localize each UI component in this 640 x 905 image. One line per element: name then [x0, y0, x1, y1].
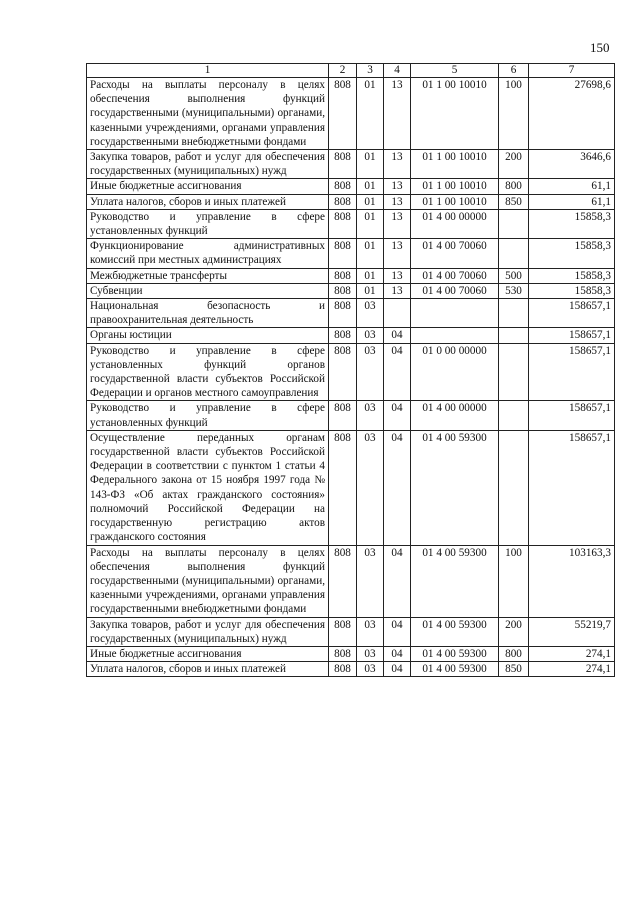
table-row [87, 617, 615, 646]
expense-type-cell [499, 430, 529, 545]
target-article-cell: 01 4 00 59300 [411, 662, 499, 677]
ved-code-cell: 808 [329, 179, 357, 194]
table-row [87, 401, 615, 430]
expense-type-cell [499, 343, 529, 401]
row-name-cell: Органы юстиции [87, 328, 329, 343]
amount-cell: 55219,7 [529, 617, 615, 646]
section-code-cell: 03 [357, 328, 384, 343]
amount-cell: 15858,3 [529, 209, 615, 238]
ved-code-cell: 808 [329, 194, 357, 209]
table-row [87, 430, 615, 545]
target-article-cell: 01 0 00 00000 [411, 343, 499, 401]
row-name-cell: Национальная безопасность и правоохранительная деятельность [87, 299, 329, 328]
ved-code-cell: 808 [329, 78, 357, 150]
row-name-cell: Расходы на выплаты персоналу в целях обеспечения выполнения функций государственными (муниципальными) органами, казенными учреждениями, органами управления государственными внебюджетными фондами [87, 545, 329, 617]
column-header: 6 [499, 64, 529, 78]
expense-type-cell: 850 [499, 194, 529, 209]
subsection-code-cell: 04 [384, 401, 411, 430]
amount-cell: 158657,1 [529, 401, 615, 430]
expense-type-cell: 500 [499, 268, 529, 283]
column-header: 1 [87, 64, 329, 78]
amount-cell: 15858,3 [529, 283, 615, 298]
table-row [87, 179, 615, 194]
row-name-cell: Межбюджетные трансферты [87, 268, 329, 283]
column-header: 3 [357, 64, 384, 78]
ved-code-cell: 808 [329, 430, 357, 545]
expense-type-cell: 100 [499, 545, 529, 617]
ved-code-cell: 808 [329, 343, 357, 401]
expense-type-cell [499, 401, 529, 430]
amount-cell: 103163,3 [529, 545, 615, 617]
target-article-cell [411, 299, 499, 328]
ved-code-cell: 808 [329, 646, 357, 661]
ved-code-cell: 808 [329, 268, 357, 283]
column-header: 4 [384, 64, 411, 78]
section-code-cell: 03 [357, 343, 384, 401]
target-article-cell [411, 328, 499, 343]
target-article-cell: 01 4 00 00000 [411, 401, 499, 430]
section-code-cell: 01 [357, 209, 384, 238]
ved-code-cell: 808 [329, 662, 357, 677]
row-name-cell: Осуществление переданных органам государственной власти субъектов Российской Федерации в соответствии с пунктом 1 статьи 4 Федерального закона от 15 ноября 1997 года № 143-ФЗ «Об актах гражданского состояния» полномочий Российской Федерации на государственную регистрацию актов гражданского состояния [87, 430, 329, 545]
subsection-code-cell: 13 [384, 194, 411, 209]
section-code-cell: 01 [357, 150, 384, 179]
ved-code-cell: 808 [329, 617, 357, 646]
amount-cell: 27698,6 [529, 78, 615, 150]
subsection-code-cell: 13 [384, 150, 411, 179]
target-article-cell: 01 4 00 59300 [411, 430, 499, 545]
section-code-cell: 03 [357, 646, 384, 661]
table-row [87, 268, 615, 283]
table-row [87, 328, 615, 343]
row-name-cell: Закупка товаров, работ и услуг для обеспечения государственных (муниципальных) нужд [87, 617, 329, 646]
target-article-cell: 01 4 00 70060 [411, 283, 499, 298]
column-header: 5 [411, 64, 499, 78]
table-row [87, 150, 615, 179]
ved-code-cell: 808 [329, 401, 357, 430]
row-name-cell: Руководство и управление в сфере установленных функций [87, 401, 329, 430]
table-row [87, 646, 615, 661]
amount-cell: 274,1 [529, 662, 615, 677]
section-code-cell: 01 [357, 179, 384, 194]
row-name-cell: Уплата налогов, сборов и иных платежей [87, 662, 329, 677]
ved-code-cell: 808 [329, 209, 357, 238]
section-code-cell: 01 [357, 239, 384, 268]
row-name-cell: Руководство и управление в сфере установленных функций [87, 209, 329, 238]
table-row [87, 545, 615, 617]
row-name-cell: Иные бюджетные ассигнования [87, 179, 329, 194]
subsection-code-cell: 13 [384, 179, 411, 194]
column-header: 7 [529, 64, 615, 78]
amount-cell: 61,1 [529, 194, 615, 209]
ved-code-cell: 808 [329, 150, 357, 179]
subsection-code-cell: 04 [384, 343, 411, 401]
section-code-cell: 03 [357, 617, 384, 646]
expense-type-cell [499, 239, 529, 268]
expense-type-cell: 200 [499, 150, 529, 179]
subsection-code-cell: 13 [384, 209, 411, 238]
amount-cell: 274,1 [529, 646, 615, 661]
section-code-cell: 01 [357, 78, 384, 150]
subsection-code-cell: 04 [384, 617, 411, 646]
section-code-cell: 01 [357, 194, 384, 209]
subsection-code-cell: 04 [384, 662, 411, 677]
row-name-cell: Руководство и управление в сфере установленных функций органов государственной власти субъектов Российской Федерации и органов местного самоуправления [87, 343, 329, 401]
expense-type-cell: 850 [499, 662, 529, 677]
expense-type-cell: 200 [499, 617, 529, 646]
ved-code-cell: 808 [329, 283, 357, 298]
amount-cell: 158657,1 [529, 328, 615, 343]
target-article-cell: 01 4 00 70060 [411, 268, 499, 283]
target-article-cell: 01 4 00 59300 [411, 545, 499, 617]
target-article-cell: 01 1 00 10010 [411, 78, 499, 150]
table-row [87, 299, 615, 328]
ved-code-cell: 808 [329, 239, 357, 268]
subsection-code-cell: 13 [384, 78, 411, 150]
section-code-cell: 03 [357, 299, 384, 328]
budget-table [86, 63, 615, 677]
table-row [87, 209, 615, 238]
section-code-cell: 03 [357, 401, 384, 430]
amount-cell: 158657,1 [529, 299, 615, 328]
target-article-cell: 01 4 00 59300 [411, 646, 499, 661]
target-article-cell: 01 1 00 10010 [411, 194, 499, 209]
row-name-cell: Субвенции [87, 283, 329, 298]
subsection-code-cell: 04 [384, 430, 411, 545]
row-name-cell: Расходы на выплаты персоналу в целях обеспечения выполнения функций государственными (муниципальными) органами, казенными учреждениями, органами управления государственными внебюджетными фондами [87, 78, 329, 150]
subsection-code-cell: 04 [384, 545, 411, 617]
table-row [87, 662, 615, 677]
subsection-code-cell: 13 [384, 239, 411, 268]
subsection-code-cell: 04 [384, 646, 411, 661]
table-row [87, 239, 615, 268]
amount-cell: 15858,3 [529, 239, 615, 268]
expense-type-cell: 100 [499, 78, 529, 150]
target-article-cell: 01 4 00 70060 [411, 239, 499, 268]
section-code-cell: 03 [357, 430, 384, 545]
table-row [87, 283, 615, 298]
row-name-cell: Уплата налогов, сборов и иных платежей [87, 194, 329, 209]
page-number: 150 [590, 40, 610, 55]
section-code-cell: 03 [357, 662, 384, 677]
expense-type-cell: 800 [499, 179, 529, 194]
ved-code-cell: 808 [329, 328, 357, 343]
expense-type-cell: 530 [499, 283, 529, 298]
table-row [87, 78, 615, 150]
amount-cell: 158657,1 [529, 430, 615, 545]
amount-cell: 158657,1 [529, 343, 615, 401]
header-row [87, 64, 615, 78]
table-row [87, 194, 615, 209]
row-name-cell: Закупка товаров, работ и услуг для обеспечения государственных (муниципальных) нужд [87, 150, 329, 179]
subsection-code-cell: 13 [384, 268, 411, 283]
amount-cell: 3646,6 [529, 150, 615, 179]
target-article-cell: 01 1 00 10010 [411, 179, 499, 194]
row-name-cell: Иные бюджетные ассигнования [87, 646, 329, 661]
target-article-cell: 01 1 00 10010 [411, 150, 499, 179]
ved-code-cell: 808 [329, 299, 357, 328]
table-row [87, 343, 615, 401]
column-header: 2 [329, 64, 357, 78]
expense-type-cell: 800 [499, 646, 529, 661]
expense-type-cell [499, 209, 529, 238]
expense-type-cell [499, 328, 529, 343]
section-code-cell: 01 [357, 283, 384, 298]
row-name-cell: Функционирование административных комиссий при местных администрациях [87, 239, 329, 268]
section-code-cell: 01 [357, 268, 384, 283]
amount-cell: 61,1 [529, 179, 615, 194]
section-code-cell: 03 [357, 545, 384, 617]
amount-cell: 15858,3 [529, 268, 615, 283]
subsection-code-cell [384, 299, 411, 328]
target-article-cell: 01 4 00 59300 [411, 617, 499, 646]
target-article-cell: 01 4 00 00000 [411, 209, 499, 238]
subsection-code-cell: 13 [384, 283, 411, 298]
subsection-code-cell: 04 [384, 328, 411, 343]
expense-type-cell [499, 299, 529, 328]
ved-code-cell: 808 [329, 545, 357, 617]
